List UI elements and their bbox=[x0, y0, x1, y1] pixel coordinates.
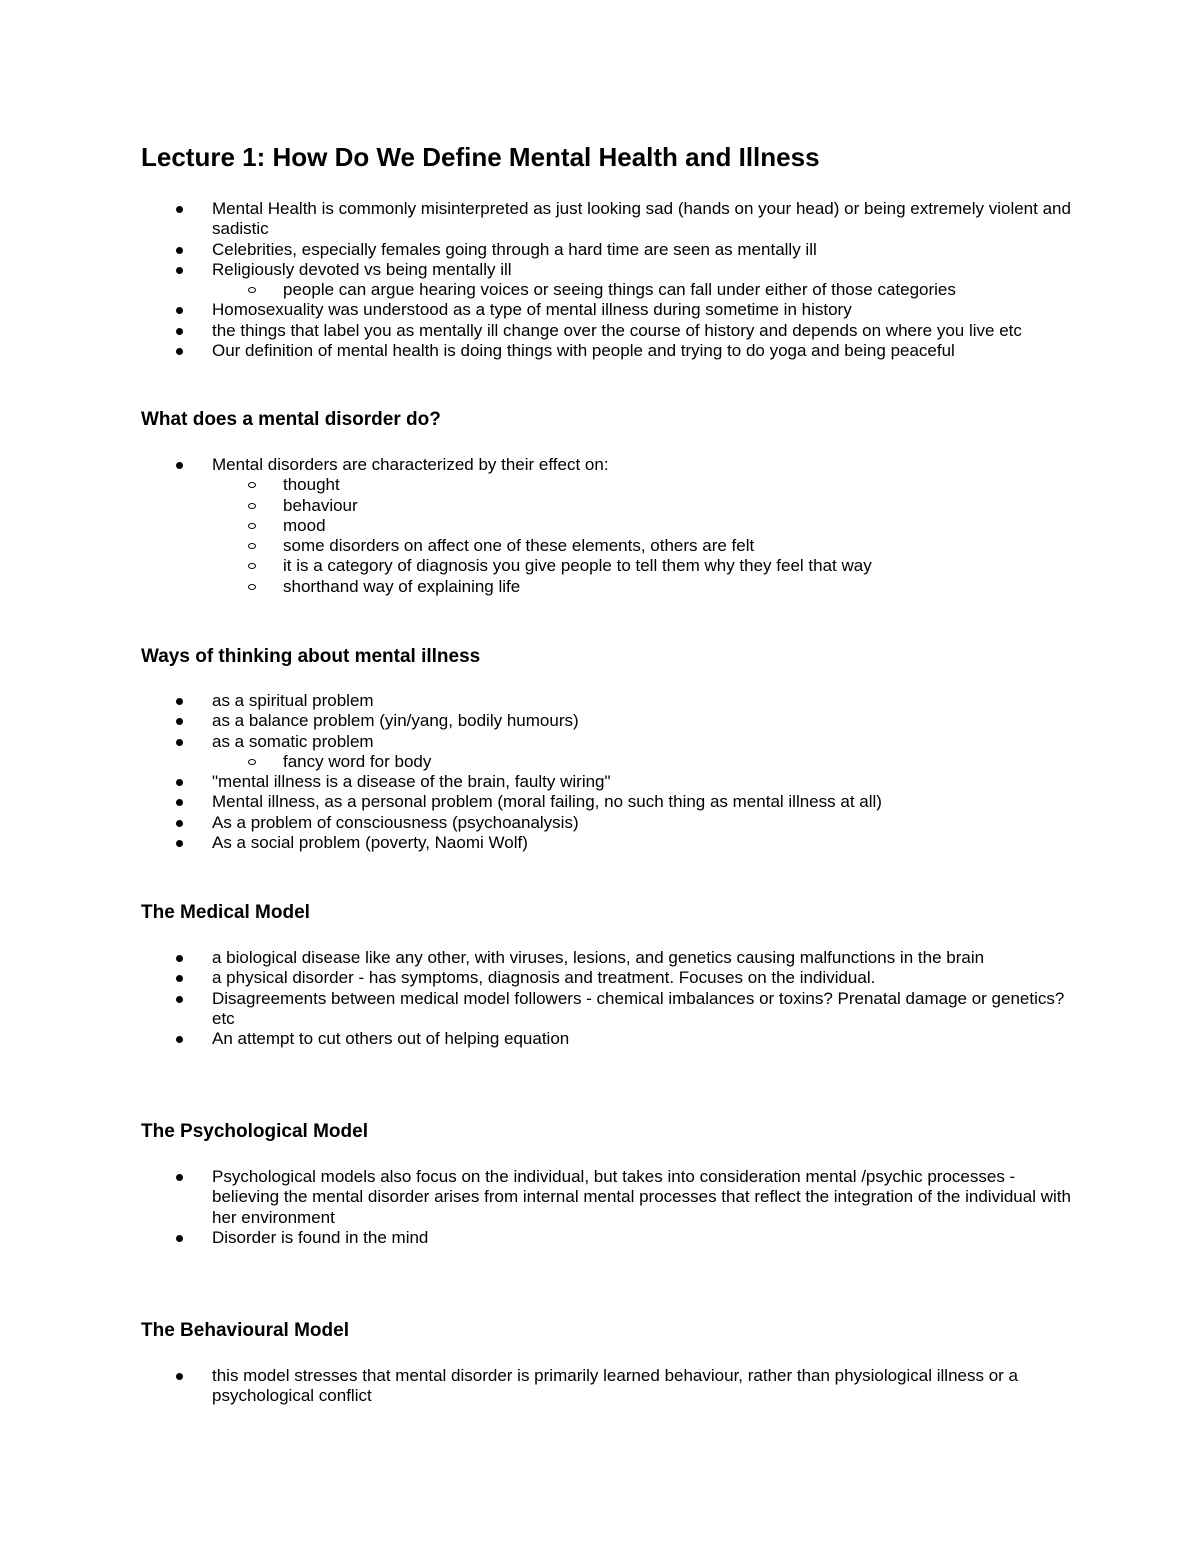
bullet-list-behavioural-model bbox=[0, 1366, 1072, 1407]
bullet-list-psychological-model bbox=[0, 1167, 1072, 1248]
list-item: a biological disease like any other, with viruses, lesions, and genetics causing malfunctions in the brain bbox=[0, 948, 1072, 968]
sub-list-item: shorthand way of explaining life bbox=[0, 577, 1072, 597]
list-item: as a balance problem (yin/yang, bodily humours) bbox=[0, 711, 1072, 731]
list-item: Homosexuality was understood as a type of mental illness during sometime in history bbox=[0, 300, 1072, 320]
list-item: the things that label you as mentally ill change over the course of history and depends on where you live etc bbox=[0, 321, 1072, 341]
list-item: As a social problem (poverty, Naomi Wolf) bbox=[0, 833, 1072, 853]
list-item: as a somatic problem bbox=[0, 732, 1072, 752]
list-item: Our definition of mental health is doing things with people and trying to do yoga and being peaceful bbox=[0, 341, 1072, 361]
list-item: Psychological models also focus on the individual, but takes into consideration mental /psychic processes - believing the mental disorder arises from internal mental processes that reflect the integration of the individual with her environment bbox=[0, 1167, 1072, 1228]
section-heading-ways-of-thinking: Ways of thinking about mental illness bbox=[141, 646, 481, 667]
sub-list-item: people can argue hearing voices or seeing things can fall under either of those categories bbox=[0, 280, 1072, 300]
sub-list-item: fancy word for body bbox=[0, 752, 1072, 772]
sub-list-item: it is a category of diagnosis you give people to tell them why they feel that way bbox=[0, 556, 1072, 576]
list-item: as a spiritual problem bbox=[0, 691, 1072, 711]
list-item: As a problem of consciousness (psychoanalysis) bbox=[0, 813, 1072, 833]
section-heading-psychological-model: The Psychological Model bbox=[141, 1121, 368, 1142]
bullet-list-intro bbox=[0, 199, 1072, 361]
bullet-list-medical-model bbox=[0, 948, 1072, 1049]
list-item: Disorder is found in the mind bbox=[0, 1228, 1072, 1248]
list-item: Religiously devoted vs being mentally ill bbox=[0, 260, 1072, 280]
sub-list-item: mood bbox=[0, 516, 1072, 536]
bullet-list-ways-of-thinking bbox=[0, 691, 1072, 853]
list-item: Mental disorders are characterized by their effect on: bbox=[0, 455, 1072, 475]
section-heading-behavioural-model: The Behavioural Model bbox=[141, 1320, 349, 1341]
list-item: Mental Health is commonly misinterpreted as just looking sad (hands on your head) or being extremely violent and sadistic bbox=[0, 199, 1072, 240]
list-item: Mental illness, as a personal problem (moral failing, no such thing as mental illness at all) bbox=[0, 792, 1072, 812]
list-item: a physical disorder - has symptoms, diagnosis and treatment. Focuses on the individual. bbox=[0, 968, 1072, 988]
sub-list-item: behaviour bbox=[0, 496, 1072, 516]
list-item: "mental illness is a disease of the brain, faulty wiring" bbox=[0, 772, 1072, 792]
list-item: this model stresses that mental disorder is primarily learned behaviour, rather than physiological illness or a psychological conflict bbox=[0, 1366, 1072, 1407]
list-item: Disagreements between medical model followers - chemical imbalances or toxins? Prenatal damage or genetics? etc bbox=[0, 989, 1072, 1030]
list-item: Celebrities, especially females going through a hard time are seen as mentally ill bbox=[0, 240, 1072, 260]
list-item: An attempt to cut others out of helping equation bbox=[0, 1029, 1072, 1049]
sub-list-item: some disorders on affect one of these elements, others are felt bbox=[0, 536, 1072, 556]
bullet-list-mental-disorder bbox=[0, 455, 1072, 597]
sub-list-item: thought bbox=[0, 475, 1072, 495]
section-heading-mental-disorder: What does a mental disorder do? bbox=[141, 409, 441, 430]
page-title: Lecture 1: How Do We Define Mental Health and Illness bbox=[141, 142, 820, 172]
section-heading-medical-model: The Medical Model bbox=[141, 902, 310, 923]
